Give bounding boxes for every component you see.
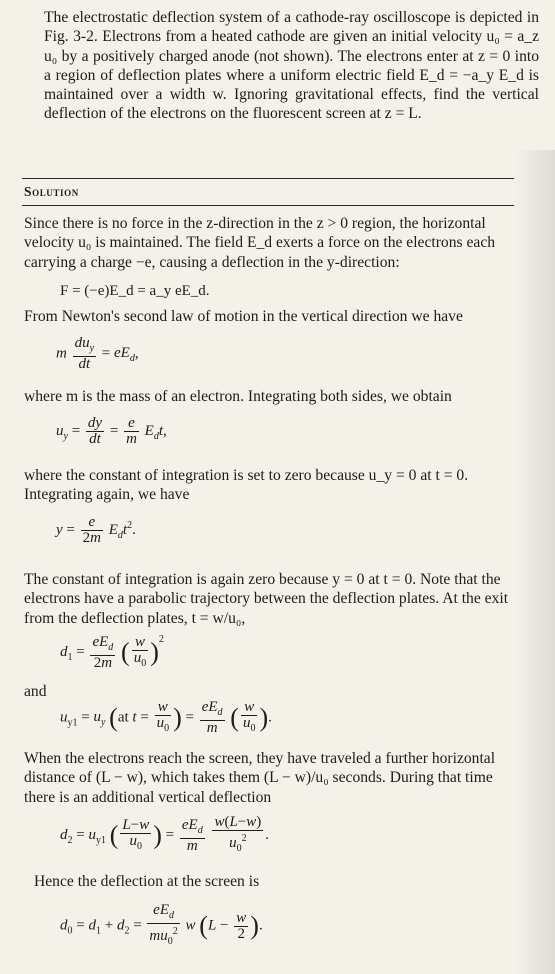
- solution-paragraph-7: Hence the deflection at the screen is: [34, 873, 260, 890]
- solution-rule-bottom: [22, 205, 514, 206]
- equation-newton: m $\frac{du_y}{dt}$ = $eE_d$,: [56, 335, 139, 372]
- solution-paragraph-3: where m is the mass of an electron. Integrating both sides, we obtain: [24, 388, 452, 405]
- page-edge-shadow: [515, 150, 555, 974]
- equation-d1: $d_1$ = $\frac{eE_d}{2m}$ ( $\frac{w}{u_0}$ )$^2$: [60, 633, 164, 671]
- solution-paragraph-6: When the electrons reach the screen, they have traveled a further horizontal distance of (L − w), which takes them (L − w)/u₀ seconds. During that time there is an additional vertical deflection: [24, 750, 496, 806]
- equation-d2: $d_2 = u_{y1}$ ( $\frac{L-w}{u_0}$ ) = $\frac{eE_d}{m}$ $\frac{w(L-w)}{u_0^2}$ .: [60, 814, 270, 854]
- solution-paragraph-2: From Newton's second law of motion in the vertical direction we have: [24, 308, 463, 325]
- solution-rule-top: [22, 178, 514, 179]
- equation-velocity: $u_y$ = $\frac{dy}{dt}$ = $\frac{e}{m}$ $E_dt$,: [56, 415, 167, 447]
- solution-heading: Solution: [24, 184, 79, 199]
- equation-position: y = $\frac{e}{2m}$ $E_dt^2$.: [56, 514, 136, 546]
- equation-d0: $d_0 = d_1 + d_2$ = $\frac{eE_d}{mu_0^2}$ w (L − $\frac{w}{2}$ ).: [60, 902, 263, 947]
- solution-paragraph-1: Since there is no force in the z-direction in the z > 0 region, the horizontal velocity u₀ is maintained. The field E_d exerts a force on the electrons each carrying a charge −e, causing a deflection in the y-direction:: [24, 215, 496, 271]
- equation-uy1: $u_{y1} = u_y$ (at t = $\frac{w}{u_0}$ ) = $\frac{eE_d}{m}$ ( $\frac{w}{u_0}$ ).: [60, 699, 272, 736]
- equation-force: F = (−e)E_d = a_y eE_d.: [60, 283, 210, 299]
- and-text: and: [24, 683, 47, 700]
- problem-statement: The electrostatic deflection system of a cathode-ray oscilloscope is depicted in Fig. 3-2. Electrons from a heated cathode are given an initial velocity u₀ = a_z u₀ by a positively charged anode (not shown). The electrons enter at z = 0 into a region of deflection plates where a uniform electric field E_d = −a_y E_d is maintained over a width w. Ignoring gravitational effects, find the vertical deflection of the electrons on the fluorescent screen at z = L.: [44, 9, 539, 123]
- solution-paragraph-5: The constant of integration is again zero because y = 0 at t = 0. Note that the electrons have a parabolic trajectory between the deflection plates. At the exit from the deflection plates, t = w/u₀,: [24, 571, 509, 627]
- solution-paragraph-4: where the constant of integration is set to zero because u_y = 0 at t = 0. Integrating again, we have: [24, 467, 469, 504]
